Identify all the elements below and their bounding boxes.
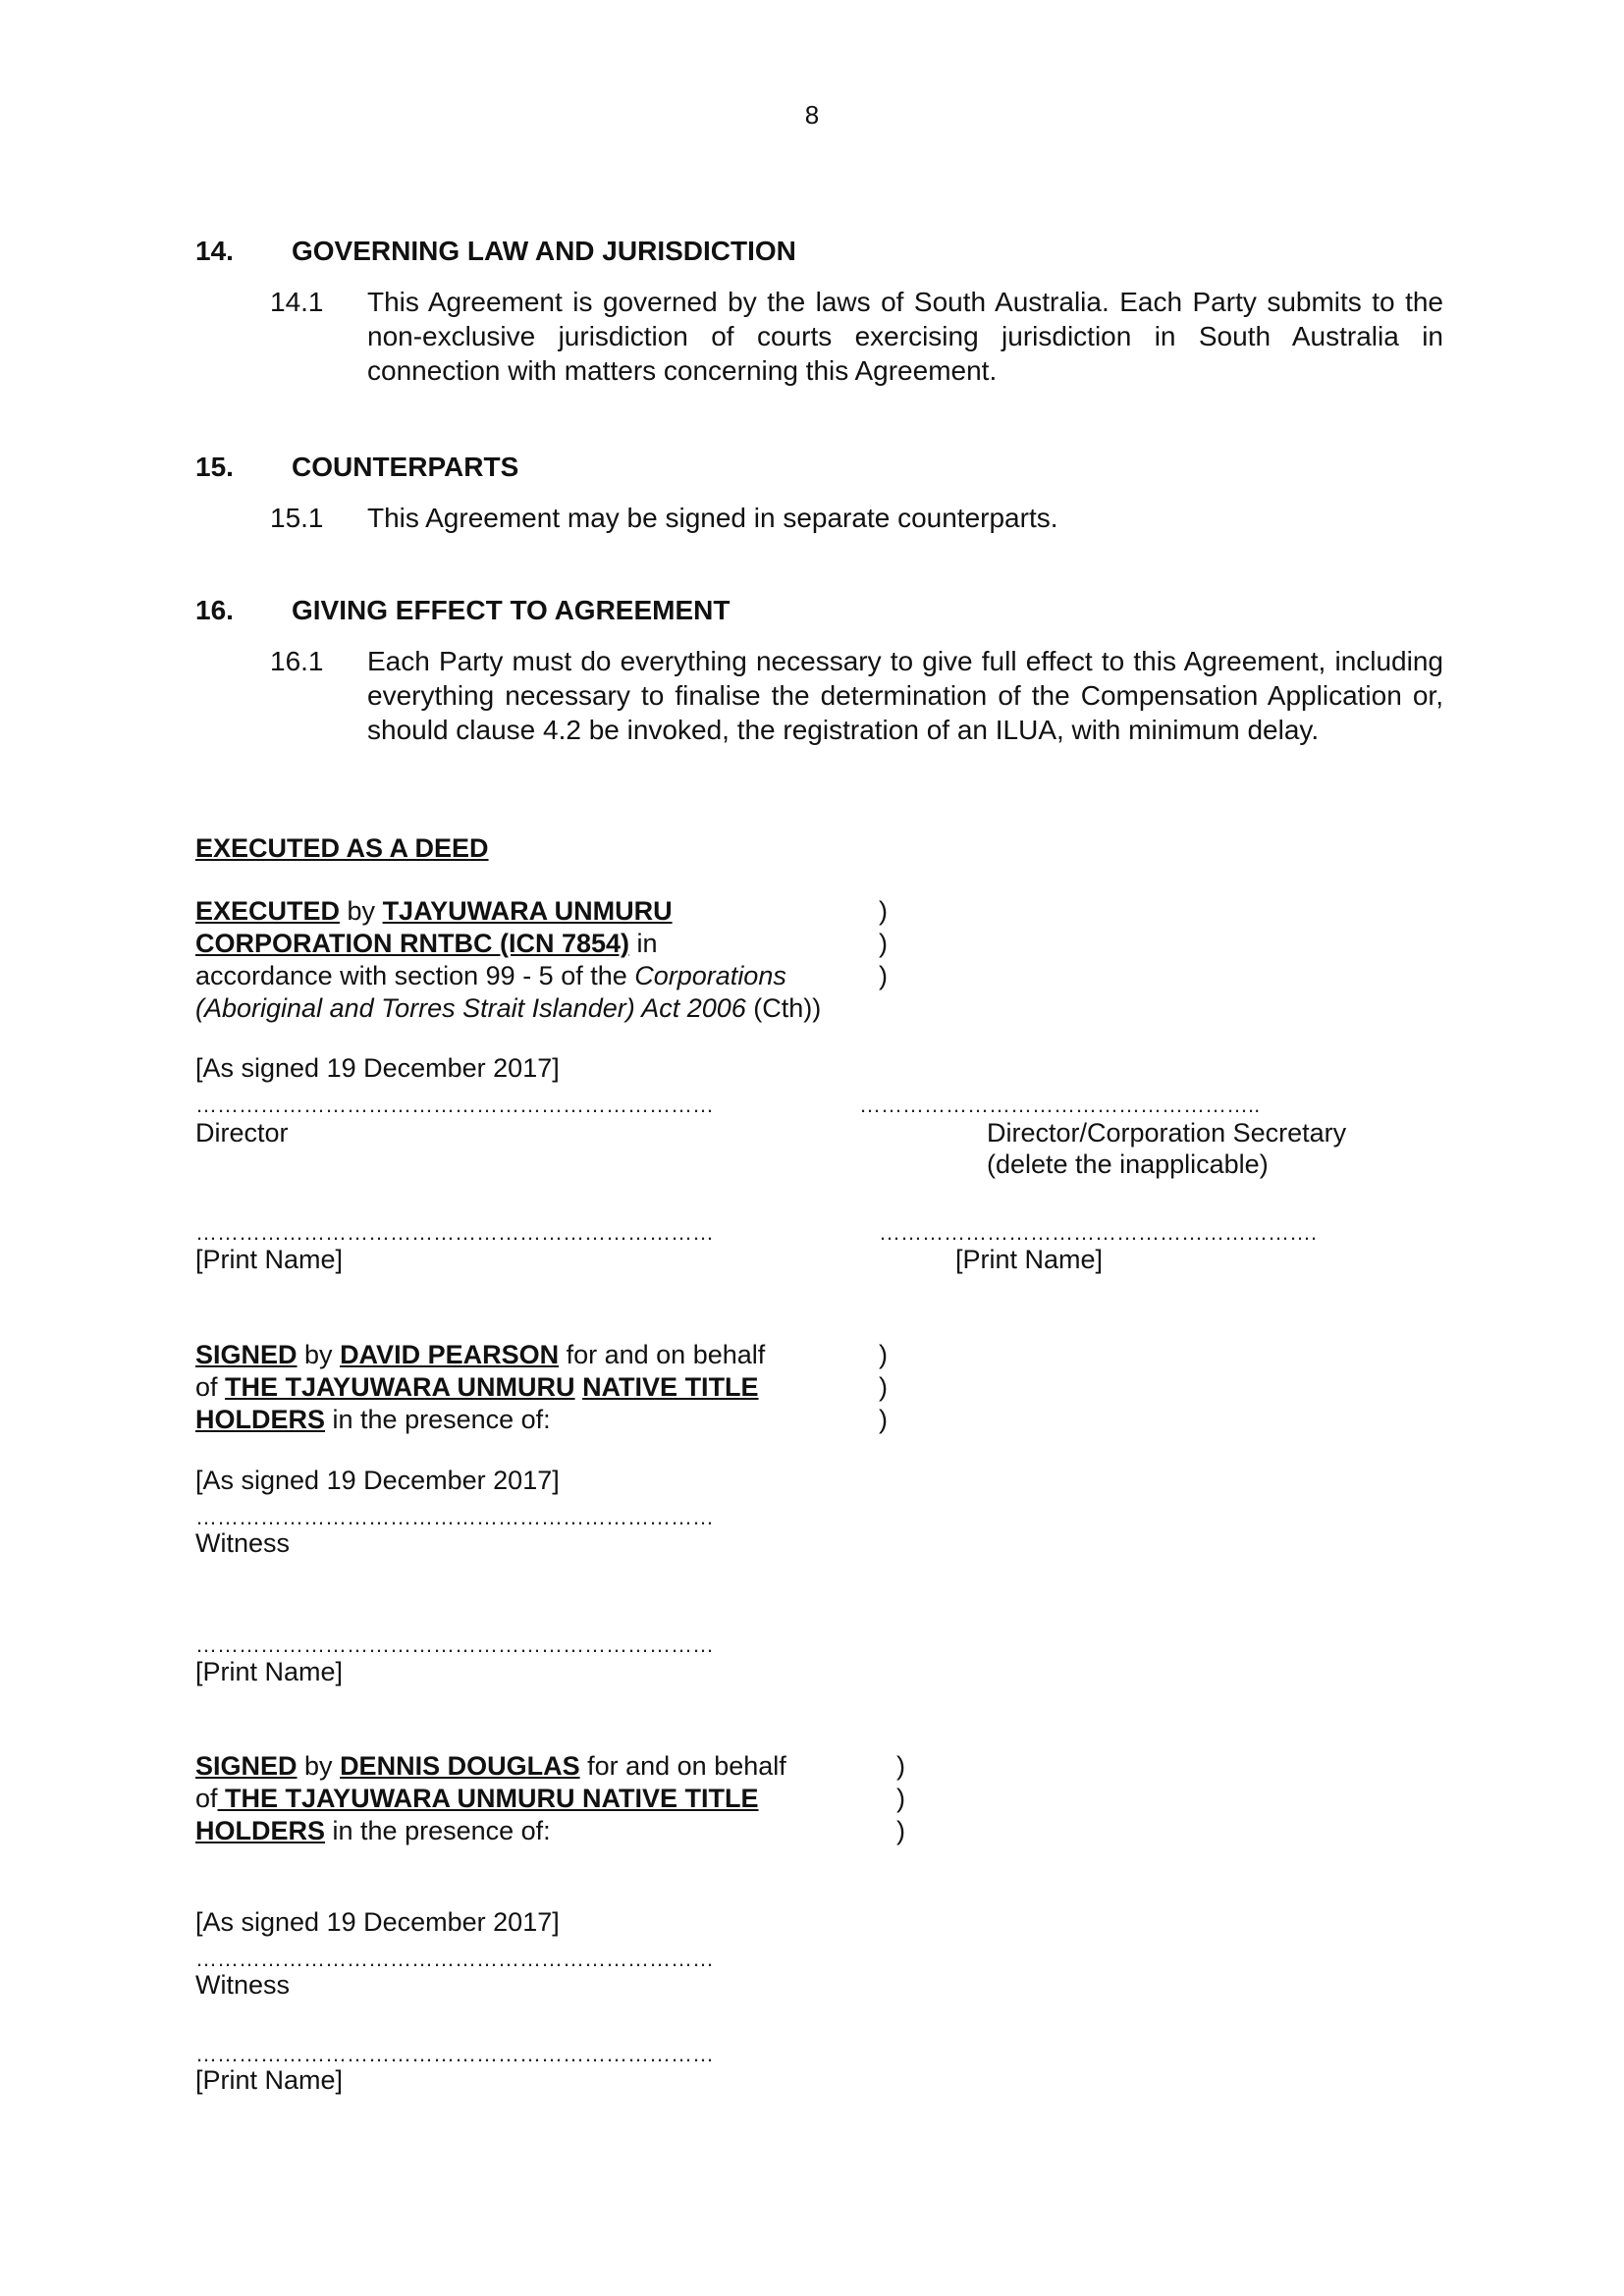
sig1-line-3 [195,1404,883,1436]
of-text: of [195,1784,218,1813]
sig1-line-1 [195,1339,883,1371]
print-name-signatory-2: [Print Name] [195,2065,344,2095]
presence-text: in the presence of: [325,1816,551,1845]
bracket: ) [879,1340,888,1369]
signatory-2-brackets [896,1750,916,1847]
holders-name-1: THE TJAYUWARA UNMURU [225,1372,575,1402]
secretary-signature-line: ……………………………………………….. [859,1093,1261,1117]
print-name-signatory-1: [Print Name] [195,1657,344,1686]
corporation-execution-clause [195,895,883,1025]
corporation-name-2: CORPORATION RNTBC (ICN 7854) [195,929,630,958]
witness-label-2: Witness [195,1970,291,2000]
signatory-1-clause [195,1339,883,1436]
section-number: 14. [195,236,234,266]
by-text: by [297,1340,341,1369]
as-signed-note-signatory-1: [As signed 19 December 2017] [195,1466,560,1495]
presence-text: in the presence of: [325,1405,551,1434]
for-behalf-text: for and on behalf [579,1751,786,1781]
holders-name-3: HOLDERS [195,1405,326,1434]
witness-signature-line-1: ……………………………………………………………… [195,1505,714,1529]
bracket: ) [896,1816,905,1845]
bracket: ) [879,896,888,926]
corp-line-1 [195,895,883,928]
corporation-name-1: TJAYUWARA UNMURU [382,896,673,926]
act-suffix: (Cth)) [745,993,822,1023]
clause-number: 15.1 [270,503,324,533]
execution-heading-text: EXECUTED AS A DEED [195,833,489,863]
sig2-line-3 [195,1815,883,1847]
of-text: of [195,1372,226,1402]
holders-name-2: NATIVE TITLE [582,1372,759,1402]
section-title: COUNTERPARTS [292,452,519,482]
holders-name-3: HOLDERS [195,1816,326,1845]
print-name-right: [Print Name] [955,1245,1104,1274]
section-reference: accordance with section 99 - 5 of the [195,961,635,990]
section-number: 16. [195,595,234,625]
witness-signature-line-2: ……………………………………………………………… [195,1947,714,1971]
as-signed-note-signatory-2: [As signed 19 December 2017] [195,1907,560,1937]
section-title: GIVING EFFECT TO AGREEMENT [292,595,731,625]
delete-inapplicable-note: (delete the inapplicable) [987,1149,1269,1179]
print-name-left: [Print Name] [195,1245,344,1274]
section-number: 15. [195,452,234,482]
bracket: ) [879,929,888,958]
witness-label-1: Witness [195,1528,291,1558]
in-text: in [629,929,658,958]
execution-heading [195,832,489,865]
witness-name-line-1: ……………………………………………………………… [195,1632,714,1657]
bracket: ) [896,1751,905,1781]
by-text: by [340,896,383,926]
corp-line-2 [195,928,883,960]
clause-text: This Agreement may be signed in separate counterparts. [367,503,1058,533]
signed-label: SIGNED [195,1751,298,1781]
corp-line-4 [195,992,883,1025]
sig1-line-2 [195,1371,883,1404]
clause-number: 14.1 [270,287,324,317]
director-secretary-label: Director/Corporation Secretary [987,1118,1347,1148]
signatory-name: DAVID PEARSON [340,1340,560,1369]
clause-text: This Agreement is governed by the laws of South Australia. Each Party submits to the non-exclusive jurisdiction of courts exercising jurisdiction in South Australia in connection with matters concerning this Agreement. [367,287,1443,386]
sig2-line-2 [195,1783,883,1815]
director-name-line: ……………………………………………………………… [195,1220,714,1245]
signatory-name: DENNIS DOUGLAS [340,1751,580,1781]
signatory-2-clause [195,1750,883,1847]
clause-text: Each Party must do everything necessary to give full effect to this Agreement, including everything necessary to finalise the determination of the Compensation Application or, should clause 4.2 be invoked, the registration of an ILUA, with minimum delay. [367,646,1443,745]
section-title: GOVERNING LAW AND JURISDICTION [292,236,796,266]
bracket: ) [896,1784,905,1813]
by-text: by [297,1751,341,1781]
director-label: Director [195,1118,289,1148]
page-number: 8 [804,100,820,130]
bracket: ) [879,1372,888,1402]
witness-name-line-2: ……………………………………………………………… [195,2042,714,2066]
director-signature-line: ……………………………………………………………… [195,1093,714,1117]
signatory-1-brackets [879,1339,898,1436]
sig2-line-1 [195,1750,883,1783]
as-signed-note-corporation: [As signed 19 December 2017] [195,1053,560,1083]
space [575,1372,583,1402]
signed-label: SIGNED [195,1340,298,1369]
holders-name-1: THE TJAYUWARA UNMURU NATIVE TITLE [217,1784,759,1813]
act-name-1: Corporations [634,961,786,990]
bracket: ) [879,961,888,990]
clause-number: 16.1 [270,646,324,676]
for-behalf-text: for and on behalf [559,1340,766,1369]
executed-label: EXECUTED [195,896,341,926]
act-name-2: (Aboriginal and Torres Strait Islander) Act 2006 [195,993,746,1023]
secretary-name-line: ……………………………………………………. [879,1220,1318,1245]
corporation-brackets [879,895,898,992]
corp-line-3 [195,960,883,992]
bracket: ) [879,1405,888,1434]
